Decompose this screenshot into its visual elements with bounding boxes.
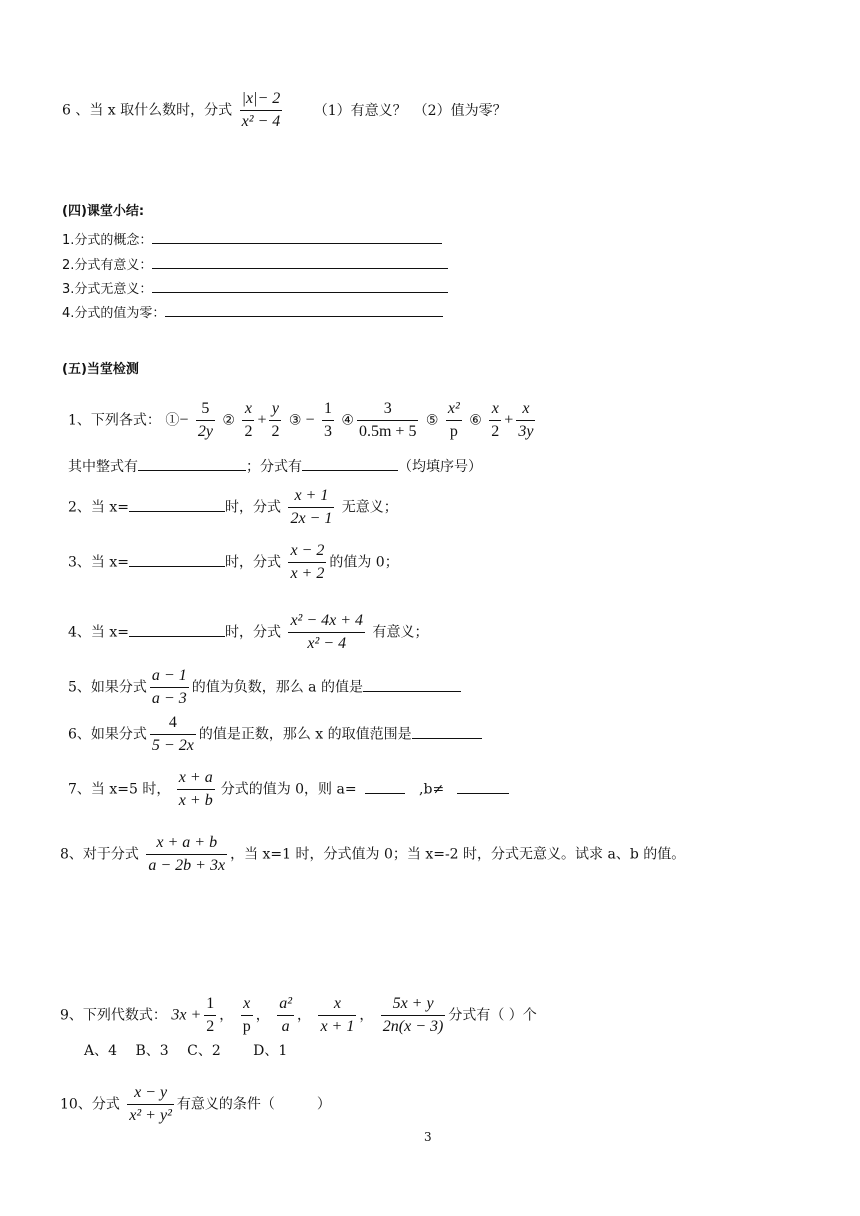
fraction: $\frac{y}{2}$ <box>271 400 280 440</box>
test-question-8: 8、对于分式 $\frac{x + a + b}{a - 2b + 3x}$ ，当 x=1 时，分式值为 0；当 x=-2 时，分式无意义。试求 a、b 的值。 <box>60 832 685 877</box>
test-question-2: 2、当 x= 时，分式 $\frac{x + 1}{2x - 1}$ 无意义； <box>68 485 398 530</box>
answer-blank[interactable] <box>365 779 405 794</box>
summary-item-4: 4.分式的值为零： <box>62 302 443 324</box>
fraction: $\frac{5x + y}{2n(x - 3)}$ <box>382 995 444 1035</box>
summary-item-2: 2.分式有意义： <box>62 254 448 276</box>
test-question-6: 6、如果分式 $\frac{4}{5 - 2x}$ 的值是正数，那么 x 的取值范围是 <box>68 712 482 757</box>
test-question-4: 4、当 x= 时，分式 $\frac{\text{x² − 4x + 4}}{\text{x² − 4}}$ 有意义； <box>68 610 428 655</box>
test-question-9: 9、下列代数式： 3x + $\frac{1}{2}$ ， $\frac{x}{p}$ ， $\frac{\text{a²}}{a}$ ， $\frac{x}{x + 1}$ ， $\frac{5x + y}{2n(x - 3)}$ 分式有（ ）个 <box>60 993 537 1038</box>
summary-item-3: 3.分式无意义： <box>62 278 448 300</box>
answer-blank[interactable] <box>302 456 398 471</box>
fraction: $\frac{x}{3y}$ <box>518 400 534 440</box>
fraction: $\frac{1}{3}$ <box>323 400 332 440</box>
fraction: $\frac{4}{5 - 2x}$ <box>151 714 194 754</box>
fraction: $\frac{a - 1}{a - 3}$ <box>151 667 187 707</box>
test-question-5: 5、如果分式 $\frac{a - 1}{a - 3}$ 的值为负数，那么 a 的值是 <box>68 665 461 710</box>
fraction: $\frac{x}{2}$ <box>491 400 500 440</box>
answer-blank[interactable] <box>152 278 448 293</box>
answer-blank[interactable] <box>138 456 246 471</box>
fraction: $\frac{1}{2}$ <box>206 995 215 1035</box>
fraction: $\frac{x - 2}{x + 2}$ <box>290 542 325 582</box>
test-question-1: 1、下列各式： ①− $\frac{5}{2y}$ ② $\frac{x}{2}$ + $\frac{y}{2}$ ③ − $\frac{1}{3}$ ④ $\frac{3}{0.5m + 5}$ ⑤ $\frac{\text{x²}}{p}$ ⑥ $\frac{x}{2}$ + $\frac{x}{3y}$ <box>68 398 538 443</box>
fraction: $\frac{|x|- 2}{\text{x² − 4}}$ <box>241 90 281 130</box>
answer-blank[interactable] <box>129 622 225 637</box>
answer-blank[interactable] <box>129 497 225 512</box>
fraction: $\frac{x + a}{x + b}$ <box>178 769 213 809</box>
fraction: $\frac{x}{p}$ <box>242 995 251 1035</box>
fraction: $\frac{x}{x + 1}$ <box>320 995 355 1035</box>
fraction: $\frac{\text{x²}}{p}$ <box>447 400 460 440</box>
question-parts: （1）有意义？ （2）值为零？ <box>313 102 507 119</box>
question-6-top <box>62 88 507 133</box>
fraction: $\frac{x - y}{\text{x² + y²}}$ <box>129 1084 172 1124</box>
test-question-3: 3、当 x= 时，分式 $\frac{x - 2}{x + 2}$ 的值为 0； <box>68 540 399 585</box>
answer-blank[interactable] <box>129 552 225 567</box>
summary-heading: (四)课堂小结: <box>62 204 145 219</box>
fraction: $\frac{5}{2y}$ <box>197 400 213 440</box>
fraction: $\frac{3}{0.5m + 5}$ <box>358 400 417 440</box>
test-question-9-options: A、4 B、3 C、2 D、1 <box>84 1043 288 1059</box>
fraction: $\frac{x + a + b}{a - 2b + 3x}$ <box>148 834 226 874</box>
answer-blank[interactable] <box>152 229 442 244</box>
page-number: 3 <box>424 1130 432 1144</box>
fraction: $\frac{x}{2}$ <box>244 400 253 440</box>
test-question-7: 7、当 x=5 时， $\frac{x + a}{x + b}$ 分式的值为 0，则 a= ,b≠ <box>68 767 509 812</box>
question-text: 6 、当 x 取什么数时，分式 <box>62 102 233 119</box>
fraction: $\frac{\text{x² − 4x + 4}}{\text{x² − 4}}$ <box>290 612 364 652</box>
fraction: $\frac{x + 1}{2x - 1}$ <box>290 487 333 527</box>
answer-blank[interactable] <box>457 779 509 794</box>
test-question-10: 10、分式 $\frac{x - y}{\text{x² + y²}}$ 有意义的条件（ ） <box>60 1082 331 1127</box>
fraction: $\frac{\text{a²}}{a}$ <box>279 995 292 1035</box>
answer-blank[interactable] <box>152 254 448 269</box>
answer-blank[interactable] <box>412 724 482 739</box>
answer-blank[interactable] <box>165 302 443 317</box>
summary-item-1: 1.分式的概念： <box>62 229 442 251</box>
test-question-1-answers: 其中整式有 ；分式有 （均填序号） <box>68 456 482 477</box>
test-heading: (五)当堂检测 <box>62 362 139 377</box>
answer-blank[interactable] <box>363 677 461 692</box>
